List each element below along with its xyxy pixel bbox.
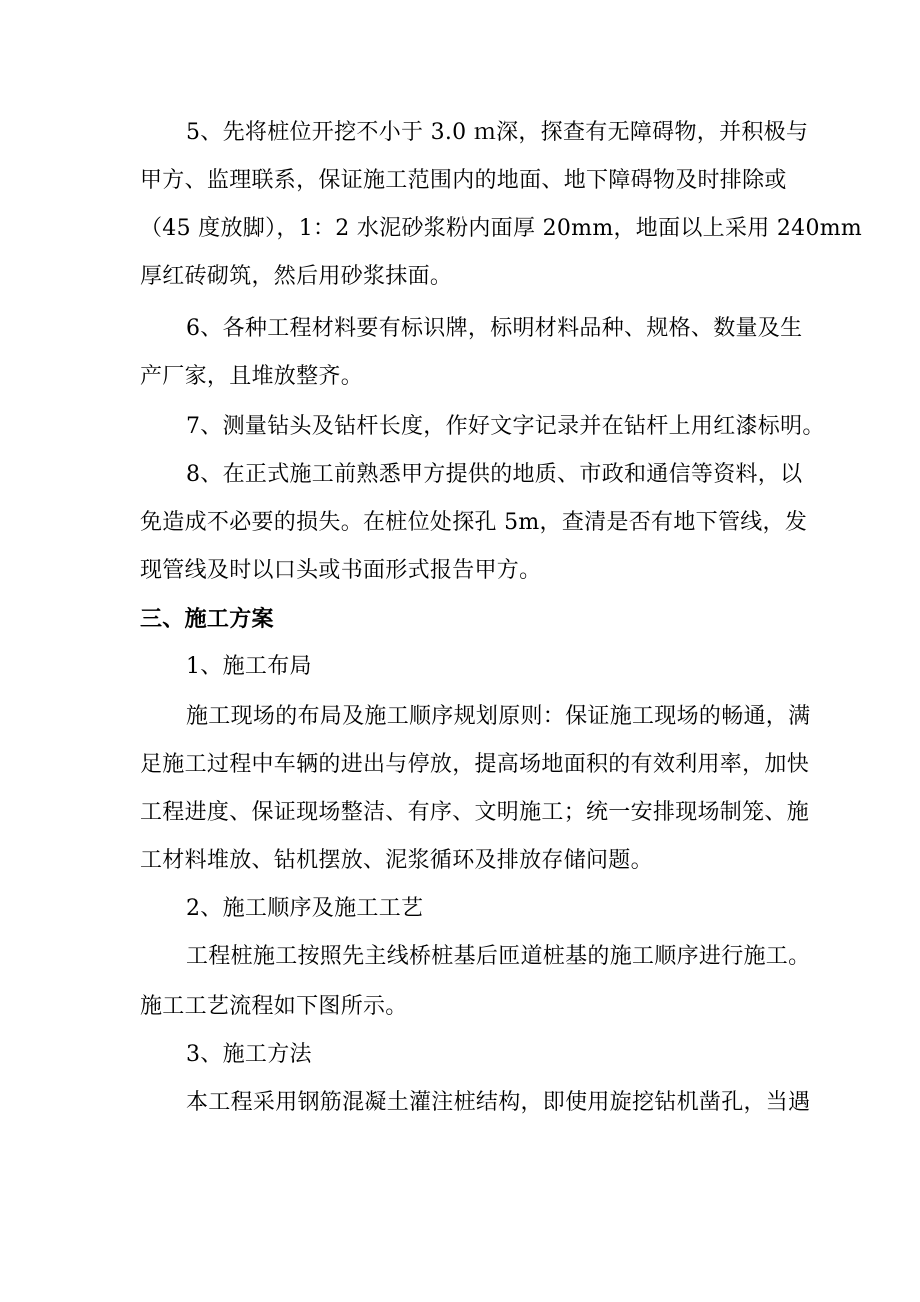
paragraph-6-line-1: 6、各种工程材料要有标识牌，标明材料品种、规格、数量及生 (186, 316, 803, 341)
subheading-method: 3、施工方法 (186, 1042, 312, 1067)
paragraph-5-line-4: 厚红砖砌筑，然后用砂浆抹面。 (140, 264, 453, 289)
layout-paragraph-line-4: 工材料堆放、钻机摆放、泥浆循环及排放存储问题。 (140, 848, 653, 873)
sequence-paragraph-line-1: 工程桩施工按照先主线桥桩基后匝道桩基的施工顺序进行施工。 (186, 944, 811, 969)
paragraph-8-line-2: 免造成不必要的损失。在桩位处探孔 5m，查清是否有地下管线，发 (140, 510, 808, 535)
subheading-sequence: 2、施工顺序及施工工艺 (186, 896, 424, 921)
layout-paragraph-line-3: 工程进度、保证现场整洁、有序、文明施工；统一安排现场制笼、施 (140, 800, 810, 825)
paragraph-6-line-2: 产厂家，且堆放整齐。 (140, 364, 364, 389)
layout-paragraph-line-1: 施工现场的布局及施工顺序规划原则：保证施工现场的畅通，满 (186, 704, 811, 729)
paragraph-8-line-3: 现管线及时以口头或书面形式报告甲方。 (140, 558, 542, 583)
sequence-paragraph-line-2: 施工工艺流程如下图所示。 (140, 994, 408, 1019)
paragraph-5-line-3: （45 度放脚），1：2 水泥砂浆粉内面厚 20mm，地面以上采用 240mm (140, 216, 863, 241)
section-heading: 三、施工方案 (140, 606, 274, 632)
paragraph-5-line-1: 5、先将桩位开挖不小于 3.0 ｍ深，探查有无障碍物，并积极与 (186, 120, 809, 145)
method-paragraph-line-1: 本工程采用钢筋混凝土灌注桩结构，即使用旋挖钻机凿孔，当遇 (186, 1090, 811, 1115)
paragraph-7-line-1: 7、测量钻头及钻杆长度，作好文字记录并在钻杆上用红漆标明。 (186, 414, 825, 439)
subheading-layout: 1、施工布局 (186, 654, 312, 679)
layout-paragraph-line-2: 足施工过程中车辆的进出与停放，提高场地面积的有效利用率，加快 (140, 752, 810, 777)
paragraph-8-line-1: 8、在正式施工前熟悉甲方提供的地质、市政和通信等资料，以 (186, 462, 803, 487)
paragraph-5-line-2: 甲方、监理联系，保证施工范围内的地面、地下障碍物及时排除或 (140, 168, 787, 193)
